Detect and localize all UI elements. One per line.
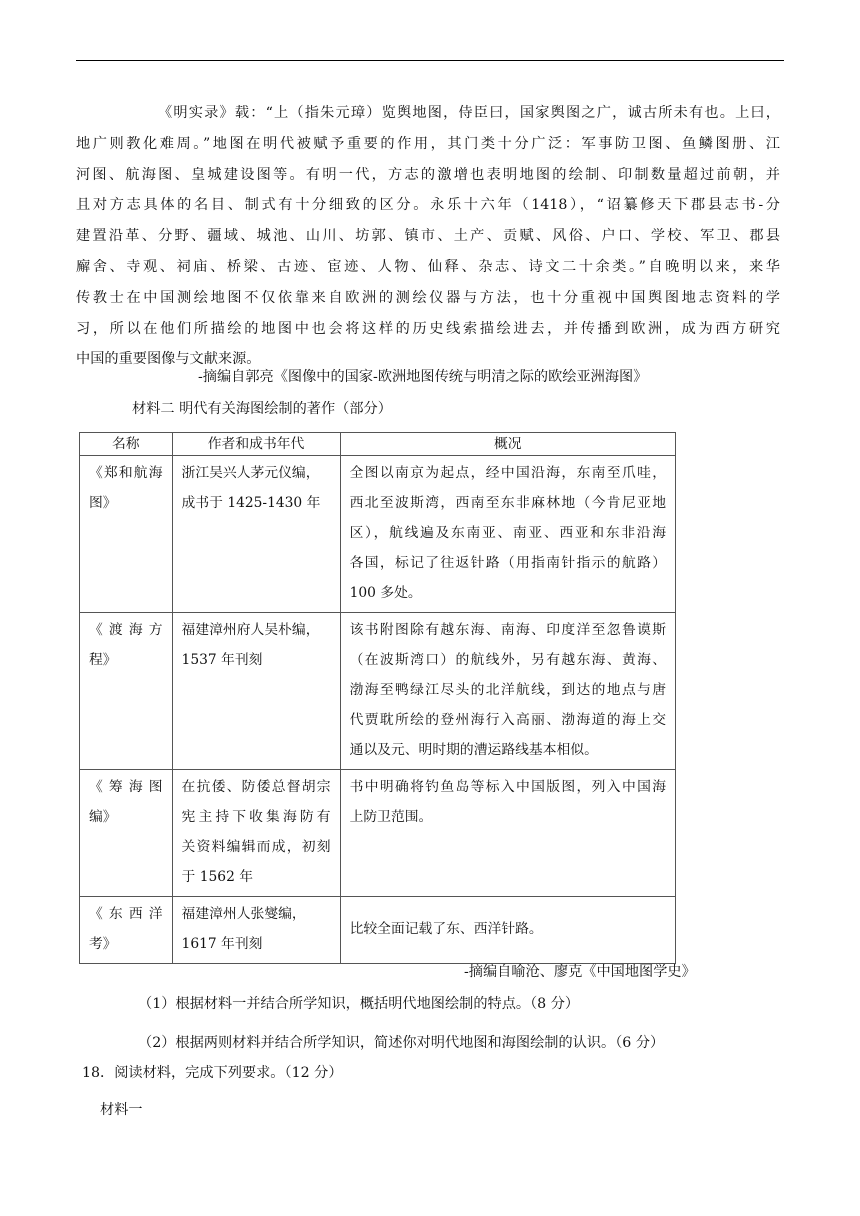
header-author: 作者和成书年代 — [172, 433, 340, 456]
paragraph-line: 廨舍、寺观、祠庙、桥梁、古迹、宦迹、人物、仙释、杂志、诗文二十余类。”自晚明以来，来华 — [76, 258, 780, 275]
summary-cell: 书中明确将钓鱼岛等标入中国版图，列入中国海 上防卫范围。 — [340, 770, 675, 897]
paragraph-line: 建置沿革、分野、疆域、城池、山川、坊郭、镇市、土产、贡赋、风俗、户口、学校、军卫、郡县 — [76, 228, 780, 245]
work-name-cell: 《筹海图 编》 — [80, 770, 173, 897]
paragraph-line: 河图、航海图、皇城建设图等。有明一代，方志的激增也表明地图的绘制、印制数量超过前朝，并 — [76, 166, 780, 183]
table-row — [80, 456, 676, 613]
question-1: （1）根据材料一并结合所学知识，概括明代地图绘制的特点。（8 分） — [138, 996, 580, 1012]
paragraph-line: 且对方志具体的名目、制式有十分细致的区分。永乐十六年（1418），“诏纂修天下郡县志书-分 — [76, 197, 780, 214]
table-row — [80, 897, 676, 964]
summary-cell: 比较全面记载了东、西洋针路。 — [340, 897, 675, 964]
source-citation-1: -摘编自郭亮《图像中的国家-欧洲地图传统与明清之际的欧绘亚洲海图》 — [198, 369, 648, 385]
author-cell: 福建漳州府人吴朴编， 1537 年刊刻 — [172, 613, 340, 770]
table-row — [80, 770, 676, 897]
paragraph-line: 《明实录》载：“上（指朱元璋）览舆地图，侍臣曰，国家舆图之广，诚古所未有也。上曰， — [158, 105, 780, 121]
summary-cell: 全图以南京为起点，经中国沿海，东南至爪哇， 西北至波斯湾，西南至东非麻林地（今肯尼亚地 区），航线遍及东南亚、南亚、西亚和东非沿海 各国，标记了往返针路（用指南针指示的航路） 100 多处。 — [340, 456, 675, 613]
summary-cell: 该书附图除有越东海、南海、印度洋至忽鲁谟斯 （在波斯湾口）的航线外，另有越东海、黄海、 渤海至鸭绿江尽头的北洋航线，到达的地点与唐 代贾耽所绘的登州海行入高丽、渤海道的海上交 通以及元、明时期的漕运路线基本相似。 — [340, 613, 675, 770]
header-name: 名称 — [80, 433, 173, 456]
material-one-paragraph — [76, 98, 780, 375]
material-two-title: 材料二 明代有关海图绘制的著作（部分） — [132, 401, 392, 417]
work-name-cell: 《渡海方 程》 — [80, 613, 173, 770]
source-citation-2: -摘编自喻沧、廖克《中国地图学史》 — [464, 964, 696, 980]
material-one-label: 材料一 — [100, 1102, 143, 1118]
table-header-row — [80, 433, 676, 456]
author-cell: 在抗倭、防倭总督胡宗 宪主持下收集海防有 关资料编辑而成，初刻 于 1562 年 — [172, 770, 340, 897]
table-row — [80, 613, 676, 770]
author-cell: 浙江吴兴人茅元仪编， 成书于 1425-1430 年 — [172, 456, 340, 613]
author-cell: 福建漳州人张燮编， 1617 年刊刻 — [172, 897, 340, 964]
paragraph-line: 传教士在中国测绘地图不仅依靠来自欧洲的测绘仪器与方法，也十分重视中国舆图地志资料的学 — [76, 289, 780, 306]
paragraph-line: 中国的重要图像与文献来源。 — [76, 351, 261, 368]
work-name-cell: 《东西洋 考》 — [80, 897, 173, 964]
header-rule — [76, 60, 784, 61]
work-name-cell: 《郑和航海 图》 — [80, 456, 173, 613]
question-2: （2）根据两则材料并结合所学知识，简述你对明代地图和海图绘制的认识。（6 分） — [138, 1035, 665, 1051]
header-summary: 概况 — [340, 433, 675, 456]
question-18-heading: 18．阅读材料，完成下列要求。（12 分） — [82, 1065, 343, 1081]
paragraph-line: 习，所以在他们所描绘的地图中也会将这样的历史线索描绘进去，并传播到欧洲，成为西方研究 — [76, 320, 780, 337]
map-works-table — [79, 432, 676, 964]
paragraph-line: 地广则教化难周。”地图在明代被赋予重要的作用，其门类十分广泛：军事防卫图、鱼鳞图册、江 — [76, 135, 780, 152]
